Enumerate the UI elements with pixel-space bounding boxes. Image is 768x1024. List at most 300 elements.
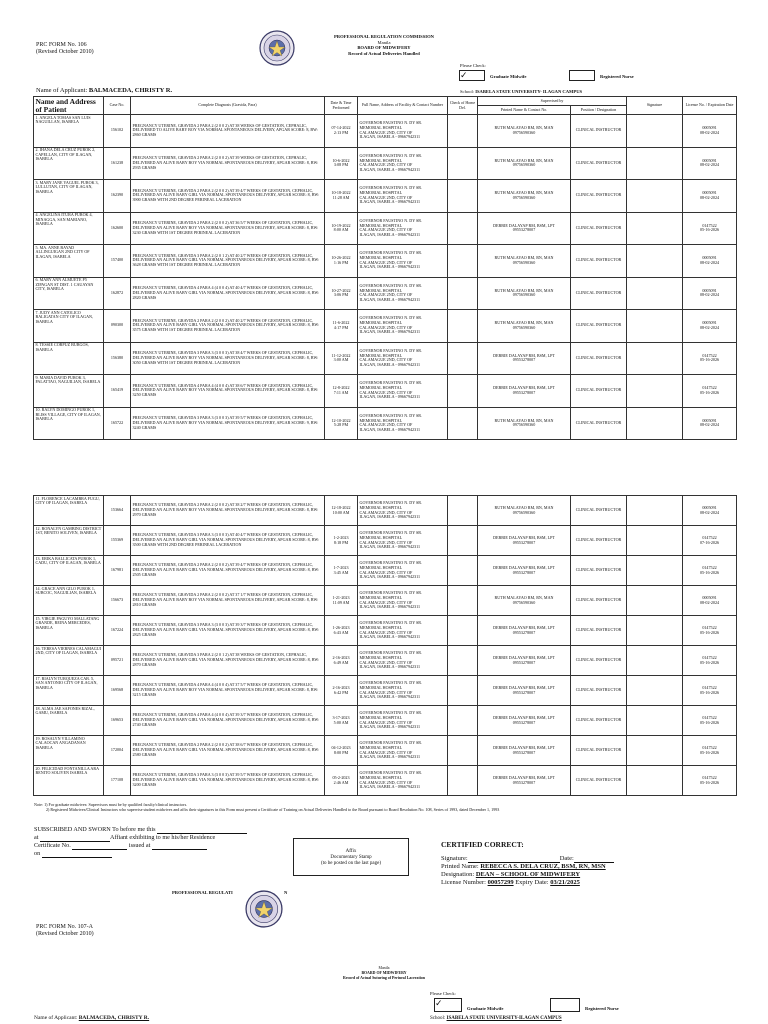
position-cell: CLINICAL INSTRUCTOR (571, 115, 627, 148)
case-number-cell: 165419 (104, 375, 131, 408)
delivery-time: 2:13 PM (333, 129, 349, 135)
signature-cell[interactable] (627, 245, 683, 278)
facility-cell (358, 115, 448, 148)
second-check-mark-icon: ✓ (435, 998, 443, 1008)
diagnosis-cell: PREGNANCY UTERINE, GRAVIDA 4 PARA 4 (4 0 0 4) AT 39 3/7 WEEKS OF GESTATION, CEPHALIC, DELIVERED AN ALIVE BABY GIRL VIA NORMAL SPONTANEOUS DELIVERY, APGAR SCORE: 8, BW: 2740 GRAMS (131, 706, 325, 736)
case-number-cell: 161238 (104, 147, 131, 180)
patient-cell: 19. ROSALYN VILLAMINO CALAOCAN ANGADANAN ISABELA (34, 736, 104, 766)
patient-cell: 4. ANGELINA ITURA PUROK 4, MINAGGA, SAN MARIANO, ISABELA (34, 212, 104, 245)
signature-cell[interactable] (627, 646, 683, 676)
header-signature: Signature (627, 97, 683, 115)
supervisor-contact: 09553278007 (512, 659, 536, 665)
diagnosis-cell: PREGNANCY UTERINE, GRAVIDA 2 PARA 2 (2 0 0 2) AT 39 4/7 WEEKS OF GESTATION, CEPHALIC, DELIVERED AN ALIVE BABY GIRL VIA NORMAL SPONTANEOUS DELIVERY, APGAR SCORE: 8, BW: 3900 GRAMS WITH 2ND DEGREE PERINEAL LACERATION (131, 180, 325, 213)
case-number-cell: 156380 (104, 342, 131, 375)
home-delivery-check-cell[interactable] (448, 526, 478, 556)
facility-cell (358, 375, 448, 408)
delivery-time: 8:00 AM (333, 227, 349, 233)
signature-cell[interactable] (627, 147, 683, 180)
license-cell (683, 115, 737, 148)
second-applicant-name: BALMACEDA, CHRISTY R. (78, 1015, 150, 1021)
second-applicant-row (34, 1015, 149, 1021)
facility-line-1: GOVERNOR FAUSTINO N. DY SR. (359, 500, 423, 506)
diagnosis-cell: PREGNANCY UTERINE, GRAVIDA 2 PARA 2 (2 0 0 2) AT 37 1/7 WEEKS OF GESTATION, CEPHALIC, DELIVERED AN ALIVE BABY BOY VIA NORMAL SPONTANEOUS DELIVERY, APGAR SCORE: 8, BW: 2810 GRAMS (131, 586, 325, 616)
second-nurse-label: Registered Nurse (585, 1006, 619, 1011)
license-cell (683, 180, 737, 213)
facility-line-4: ILAGAN, ISABELA - 09667942311 (359, 544, 421, 550)
record-title: Record of Actual Deliveries Handled (348, 50, 420, 56)
delivery-time: 1:16 PM (333, 259, 349, 265)
delivery-date: 10-26-2022 (331, 255, 351, 261)
license-cell (683, 212, 737, 245)
patient-cell: 10. RALYN DOMINGO PUROK 1, BLISS VILLAGE, CITY OF ILAGAN, ISABELA (34, 407, 104, 440)
issued-on-blank[interactable] (42, 851, 112, 858)
facility-line-2: MEMORIAL HOSPITAL (359, 190, 403, 196)
home-delivery-check-cell[interactable] (448, 212, 478, 245)
home-delivery-check-cell[interactable] (448, 616, 478, 646)
header-case: Case No. (104, 97, 131, 115)
case-number-cell: 167981 (104, 556, 131, 586)
registered-nurse-checkbox[interactable] (569, 70, 595, 81)
license-expiry: 05-16-2026 (699, 719, 720, 725)
patient-cell: 1. ANGELA TOMAS SAN LUIS NAGUILLAN, ISABELA (34, 115, 104, 148)
signature-cell[interactable] (627, 676, 683, 706)
delivery-time: 2:46 AM (333, 779, 349, 785)
license-expiry: 08-02-2024 (699, 162, 720, 168)
date-time-cell (325, 766, 358, 796)
home-delivery-check-cell[interactable] (448, 245, 478, 278)
second-school-name: ISABELA STATE UNIVERSITY-ILAGAN CAMPUS (446, 1016, 562, 1021)
facility-line-3: CALAMAGUE 2ND, CITY OF (359, 659, 413, 665)
license-cell (683, 245, 737, 278)
supervisor-name: DEBBIE DALAYAP RM, BSM, LPT (493, 564, 555, 570)
delivery-row (34, 375, 737, 408)
delivery-date: 12-8-2022 (332, 385, 350, 391)
facility-line-4: ILAGAN, ISABELA - 09667942311 (359, 604, 421, 610)
position-cell: CLINICAL INSTRUCTOR (571, 676, 627, 706)
supervisor-name: RUTH MALAYAO RM, RN, MAN (494, 320, 554, 326)
second-nurse-checkbox[interactable] (550, 998, 580, 1012)
patient-cell: 12. RONALYN GAMBING DISTRICT 1ST, BENITO SOLIVEN, ISABELA (34, 526, 104, 556)
supervisor-name: RUTH MALAYAO RM, RN, MAN (494, 417, 554, 423)
delivery-row (34, 310, 737, 343)
position-cell: CLINICAL INSTRUCTOR (571, 526, 627, 556)
position-cell: CLINICAL INSTRUCTOR (571, 586, 627, 616)
patient-cell: 6. MARY ANN ALMUETE P5 ZIPAGAN ST DIST. 1 CAUAYAN CITY, ISABELA (34, 277, 104, 310)
delivery-row (34, 212, 737, 245)
facility-line-2: MEMORIAL HOSPITAL (359, 564, 403, 570)
position-cell: CLINICAL INSTRUCTOR (571, 375, 627, 408)
home-delivery-check-cell[interactable] (448, 586, 478, 616)
signature-cell[interactable] (627, 586, 683, 616)
license-expiry: 05-16-2026 (699, 629, 720, 635)
signature-cell[interactable] (627, 180, 683, 213)
home-delivery-check-cell[interactable] (448, 115, 478, 148)
certificate-number-blank[interactable] (72, 843, 127, 850)
license-number: 0147522 (702, 774, 717, 780)
home-delivery-check-cell[interactable] (448, 736, 478, 766)
facility-line-1: GOVERNOR FAUSTINO N. DY SR. (359, 560, 423, 566)
license-expiry: 05-16-2026 (699, 689, 720, 695)
facility-cell (358, 646, 448, 676)
delivery-time: 3:45 AM (333, 569, 349, 575)
case-number-cell: 162390 (104, 180, 131, 213)
patient-cell: 11. FLORENCE LACAMBRA FUGU, CITY OF ILAGAN, ISABELA (34, 496, 104, 526)
license-cell (683, 310, 737, 343)
supervisor-contact: 09756590360 (512, 324, 536, 330)
home-delivery-check-cell[interactable] (448, 375, 478, 408)
date-label: Date: (559, 855, 574, 862)
second-please-check: Please Check: (430, 991, 456, 996)
license-number: 0147522 (702, 714, 717, 720)
license-expiry: 08-02-2024 (699, 292, 720, 298)
sworn-issued-label: issued at (128, 842, 151, 849)
date-time-cell (325, 736, 358, 766)
supervisor-cell (478, 556, 571, 586)
home-delivery-check-cell[interactable] (448, 342, 478, 375)
facility-line-4: ILAGAN, ISABELA - 09667942311 (359, 634, 421, 640)
facility-line-4: ILAGAN, ISABELA - 09667942311 (359, 514, 421, 520)
facility-line-4: ILAGAN, ISABELA - 09667942311 (359, 664, 421, 670)
license-expiry: 08-02-2024 (699, 129, 720, 135)
patient-cell: 3. MARY JANE YAGUEL PUROK 3, LULLUTAN, CITY OF ILAGAN, ISABELA (34, 180, 104, 213)
supervisor-cell (478, 212, 571, 245)
graduate-midwife-checkbox[interactable] (459, 70, 485, 81)
signature-cell[interactable] (627, 375, 683, 408)
diagnosis-cell: PREGNANCY UTERINE, GRAVIDA 3 PARA 3 (3 0 0 3) AT 40 4/7 WEEKS OF GESTATION, CEPHALIC, DELIVERED AN ALIVE BABY GIRL VIA NORMAL SPONTANEOUS DELIVERY, APGAR SCORE: 8, BW: 3500 GRAMS WITH 2ND DEGREE PERINEAL LACERATION (131, 526, 325, 556)
school-name: ISABELA STATE UNIVERSITY- ILAGAN CAMPUS (475, 89, 583, 94)
signature-cell[interactable] (627, 407, 683, 440)
delivery-time: 8:18 PM (333, 539, 349, 545)
position-cell: CLINICAL INSTRUCTOR (571, 706, 627, 736)
supervisor-name: DEBBIE DALAYAP RM, BSM, LPT (493, 624, 555, 630)
home-delivery-check-cell[interactable] (448, 646, 478, 676)
school-label: School: (460, 89, 475, 94)
license-cell (683, 736, 737, 766)
signature-cell[interactable] (627, 496, 683, 526)
license-expiry: 05-16-2026 (699, 227, 720, 233)
position-cell: CLINICAL INSTRUCTOR (571, 766, 627, 796)
date-time-cell (325, 706, 358, 736)
signature-cell[interactable] (627, 212, 683, 245)
facility-line-1: GOVERNOR FAUSTINO N. DY SR. (359, 282, 423, 288)
license-number: 0147522 (702, 744, 717, 750)
facility-line-1: GOVERNOR FAUSTINO N. DY SR. (359, 740, 423, 746)
facility-line-3: CALAMAGUE 2ND, CITY OF (359, 539, 413, 545)
date-time-cell (325, 310, 358, 343)
delivery-row (34, 676, 737, 706)
supervisor-name: DEBBIE DALAYAP RM, BSM, LPT (493, 744, 555, 750)
delivery-time: 11:09 AM (332, 599, 350, 605)
supervisor-cell (478, 766, 571, 796)
delivery-date: 11-6-2022 (332, 320, 350, 326)
facility-line-3: CALAMAGUE 2ND, CITY OF (359, 389, 413, 395)
signature-cell[interactable] (627, 616, 683, 646)
delivery-row (34, 586, 737, 616)
header-license: License No. / Expiration Date (683, 97, 737, 115)
applicant-row (36, 87, 172, 94)
date-time-cell (325, 375, 358, 408)
facility-line-3: CALAMAGUE 2ND, CITY OF (359, 259, 413, 265)
header-supervisor-name: Printed Name & Contact No. (478, 106, 571, 115)
delivery-row (34, 526, 737, 556)
diagnosis-cell: PREGNANCY UTERINE, GRAVIDA 2 PARA 2 (2 0 0 2) AT 38 2/7 WEEKS OF GESTATION, CEPHALIC, DELIVERED AN ALIVE BABY BOY VIA NORMAL SPONTANEOUS DELIVERY, APGAR SCORE: 8, BW: 2970 GRAMS (131, 496, 325, 526)
prc-seal-icon-second (245, 890, 283, 928)
facility-line-3: CALAMAGUE 2ND, CITY OF (359, 779, 413, 785)
license-expiry: 05-16-2026 (699, 779, 720, 785)
home-delivery-check-cell[interactable] (448, 766, 478, 796)
facility-line-2: MEMORIAL HOSPITAL (359, 255, 403, 261)
signature-cell[interactable] (627, 526, 683, 556)
facility-line-2: MEMORIAL HOSPITAL (359, 287, 403, 293)
supervisor-name: RUTH MALAYAO RM, RN, MAN (494, 190, 554, 196)
date-blank[interactable] (574, 856, 614, 863)
second-graduate-checkbox[interactable] (434, 998, 462, 1012)
license-expiry: 08-02-2024 (699, 509, 720, 515)
facility-line-1: GOVERNOR FAUSTINO N. DY SR. (359, 530, 423, 536)
facility-line-2: MEMORIAL HOSPITAL (359, 534, 403, 540)
facility-line-3: CALAMAGUE 2ND, CITY OF (359, 509, 413, 515)
facility-line-4: ILAGAN, ISABELA - 09667942311 (359, 754, 421, 760)
delivery-row (34, 277, 737, 310)
license-number: 0005091 (702, 255, 717, 261)
signature-cell[interactable] (627, 277, 683, 310)
license-cell (683, 766, 737, 796)
license-number: 0147522 (702, 222, 717, 228)
diagnosis-cell: PREGNANCY UTERINE, GRAVIDA 3 PARA 3 (3 0 0 3) AT 39 3/7 WEEKS OF GESTATION, CEPHALIC, DELIVERED AN ALIVE BABY GIRL VIA NORMAL SPONTANEOUS DELIVERY, APGAR SCORE: 8, BW: 2825 GRAMS (131, 616, 325, 646)
patient-cell: 16. TERESA VIERNES CALAMAGUI 2ND, CITY OF ILAGAN, ISABELA (34, 646, 104, 676)
license-cell (683, 556, 737, 586)
delivery-row (34, 342, 737, 375)
facility-line-1: GOVERNOR FAUSTINO N. DY SR. (359, 315, 423, 321)
facility-cell (358, 310, 448, 343)
supervisor-contact: 09756590360 (512, 509, 536, 515)
facility-line-4: ILAGAN, ISABELA - 09667942311 (359, 574, 421, 580)
date-time-cell (325, 277, 358, 310)
facility-line-3: CALAMAGUE 2ND, CITY OF (359, 689, 413, 695)
header-position: Position / Designation (571, 106, 627, 115)
facility-line-2: MEMORIAL HOSPITAL (359, 774, 403, 780)
supervisor-name: DEBBIE DALAYAP RM, BSM, LPT (493, 534, 555, 540)
board-title: BOARD OF MIDWIFERY (357, 45, 411, 51)
supervisor-cell (478, 245, 571, 278)
signature-cell[interactable] (627, 115, 683, 148)
designation-value: DEAN – SCHOOL OF MIDWIFERY (475, 871, 581, 878)
delivery-time: 3:08 PM (333, 162, 349, 168)
date-time-cell (325, 616, 358, 646)
case-number-cell: 153664 (104, 496, 131, 526)
delivery-date: 3-17-2023 (332, 714, 350, 720)
license-cell (683, 616, 737, 646)
date-time-cell (325, 342, 358, 375)
deliveries-table-2 (33, 495, 737, 796)
home-delivery-check-cell[interactable] (448, 496, 478, 526)
second-school-row (430, 1016, 562, 1021)
facility-line-3: CALAMAGUE 2ND, CITY OF (359, 422, 413, 428)
facility-line-3: CALAMAGUE 2ND, CITY OF (359, 629, 413, 635)
printed-name-label: Printed Name: (441, 863, 479, 870)
case-number-cell: 169568 (104, 676, 131, 706)
license-expiry: 07-16-2026 (699, 539, 720, 545)
license-number: 0147522 (702, 654, 717, 660)
second-board: BOARD OF MIDWIFERY (361, 970, 407, 975)
signature-label: Signature: (441, 855, 468, 862)
sworn-at-label: at (34, 834, 39, 841)
supervisor-name: DEBBIE DALAYAP RM, BSM, LPT (493, 222, 555, 228)
license-cell (683, 147, 737, 180)
note-1: Note: 1) For graduate midwives: Supervisors must be by qualified faculty/clinical instructors. (34, 802, 188, 807)
facility-line-1: GOVERNOR FAUSTINO N. DY SR. (359, 380, 423, 386)
sworn-date-blank[interactable] (157, 827, 247, 834)
facility-line-3: CALAMAGUE 2ND, CITY OF (359, 227, 413, 233)
diagnosis-cell: PREGNANCY UTERINE, GRAVIDA 2 PARA 2 (2 0 0 2) AT 39 4/7 WEEKS OF GESTATION, CEPHALIC, DELIVERED AN ALIVE BABY GIRL VIA NORMAL SPONTANEOUS DELIVERY, APGAR SCORE: 8, BW: 2505 GRAMS (131, 556, 325, 586)
diagnosis-cell: PREGNANCY UTERINE, GRAVIDA 2 PARA 2 (2 0 0 2) AT 38 6/7 WEEKS OF GESTATION, CEPHALIC, DELIVERED AN ALIVE BABY GIRL VIA NORMAL SPONTANEOUS DELIVERY, APGAR SCORE: 8, BW: 2580 GRAMS (131, 736, 325, 766)
home-delivery-check-cell[interactable] (448, 407, 478, 440)
facility-line-3: CALAMAGUE 2ND, CITY OF (359, 292, 413, 298)
case-number-cell: 172004 (104, 736, 131, 766)
signature-blank[interactable] (468, 856, 560, 863)
check-mark-icon: ✓ (460, 70, 468, 80)
date-time-cell (325, 407, 358, 440)
supervisor-contact: 09553278007 (512, 629, 536, 635)
facility-line-3: CALAMAGUE 2ND, CITY OF (359, 194, 413, 200)
facility-line-3: CALAMAGUE 2ND, CITY OF (359, 719, 413, 725)
license-number: 0147522 (702, 624, 717, 630)
delivery-date: 2-16-2023 (332, 684, 350, 690)
delivery-time: 6:49 AM (333, 659, 349, 665)
facility-line-2: MEMORIAL HOSPITAL (359, 714, 403, 720)
header-home-delivery: Check of Home Del. (448, 97, 478, 115)
supervisor-contact: 09756590360 (512, 422, 536, 428)
header-date: Date & Time Performed (325, 97, 358, 115)
facility-line-4: ILAGAN, ISABELA - 09667942311 (359, 426, 421, 432)
signature-cell[interactable] (627, 556, 683, 586)
supervisor-cell (478, 147, 571, 180)
home-delivery-check-cell[interactable] (448, 676, 478, 706)
facility-cell (358, 245, 448, 278)
facility-cell (358, 526, 448, 556)
second-graduate-label: Graduate Midwife (467, 1006, 504, 1011)
note-2: 2) Registered Midwives/Clinical Instructors who supervise student midwives and affix their signatures in this Form must present a Certificate of Training on Actual Deliveries Handled to the Board pursuant to Board Resolution No. 108, Series of 1993, dated December 1, 1993 (46, 807, 500, 813)
date-time-cell (325, 556, 358, 586)
delivery-time: 11:28 AM (332, 194, 350, 200)
home-delivery-check-cell[interactable] (448, 310, 478, 343)
license-expiry: 08-02-2024 (699, 422, 720, 428)
sworn-line-1: SUBSCRIBED AND SWORN To before me this (34, 826, 156, 833)
signature-cell[interactable] (627, 736, 683, 766)
license-expiry: 08-02-2024 (699, 259, 720, 265)
supervisor-contact: 09553278007 (512, 719, 536, 725)
delivery-time: 8:00 PM (333, 749, 349, 755)
home-delivery-check-cell[interactable] (448, 277, 478, 310)
home-delivery-check-cell[interactable] (448, 180, 478, 213)
delivery-row (34, 706, 737, 736)
school-row (460, 89, 582, 94)
patient-cell: 13. ERIKA BALLICATA PUROK 1, CADU, CITY OF ILAGAN, ISABELA (34, 556, 104, 586)
home-delivery-check-cell[interactable] (448, 147, 478, 180)
facility-line-2: MEMORIAL HOSPITAL (359, 157, 403, 163)
signature-cell[interactable] (627, 706, 683, 736)
facility-line-3: CALAMAGUE 2ND, CITY OF (359, 129, 413, 135)
form-number: PRC FORM No. 106 (36, 42, 87, 48)
graduate-midwife-label: Graduate Midwife (490, 74, 527, 79)
stamp-affix: Affix (345, 849, 357, 854)
sworn-place-blank[interactable] (40, 835, 110, 842)
case-number-cell: 156673 (104, 586, 131, 616)
facility-line-4: ILAGAN, ISABELA - 09667942311 (359, 264, 421, 270)
supervisor-name: DEBBIE DALAYAP RM, BSM, LPT (493, 774, 555, 780)
position-cell: CLINICAL INSTRUCTOR (571, 616, 627, 646)
second-form-number-block (36, 924, 94, 938)
signature-cell[interactable] (627, 310, 683, 343)
home-delivery-check-cell[interactable] (448, 556, 478, 586)
facility-line-1: GOVERNOR FAUSTINO N. DY SR. (359, 152, 423, 158)
facility-line-4: ILAGAN, ISABELA - 09667942311 (359, 784, 421, 790)
documentary-stamp-box (293, 838, 409, 876)
delivery-time: 6:43 AM (333, 629, 349, 635)
date-time-cell (325, 115, 358, 148)
case-number-cell: 162872 (104, 277, 131, 310)
case-number-cell: 165722 (104, 407, 131, 440)
registered-nurse-label: Registered Nurse (600, 74, 634, 79)
date-time-cell (325, 586, 358, 616)
home-delivery-check-cell[interactable] (448, 706, 478, 736)
supervisor-name: DEBBIE DALAYAP RM, BSM, LPT (493, 714, 555, 720)
patient-cell: 9. MARIA DAVID PUROK 3, PALATTAO, NAGUILIAN, ISABELA (34, 375, 104, 408)
date-time-cell (325, 245, 358, 278)
facility-cell (358, 496, 448, 526)
facility-line-3: CALAMAGUE 2ND, CITY OF (359, 569, 413, 575)
diagnosis-cell: PREGNANCY UTERINE, GRAVIDA 4 PARA 4 (4 0 0 4) AT 38 6/7 WEEKS OF GESTATION, CEPHALIC, DELIVERED AN ALIVE BABY BOY VIA NORMAL SPONTANEOUS DELIVERY, APGAR SCORE: 8, BW: 3250 GRAMS (131, 375, 325, 408)
second-city: Manila (378, 966, 390, 970)
license-expiry: 05-16-2026 (699, 569, 720, 575)
delivery-row (34, 115, 737, 148)
signature-cell[interactable] (627, 342, 683, 375)
supervisor-name: RUTH MALAYAO RM, RN, MAN (494, 594, 554, 600)
delivery-date: 1-21-2023 (332, 594, 350, 600)
supervisor-cell (478, 375, 571, 408)
designation-label: Designation: (441, 871, 475, 878)
diagnosis-cell: PREGNANCY UTERINE, GRAVIDA 2 PARA 2 (2 0 0 2) AT 36 5/7 WEEKS OF GESTATION, CEPHALIC, DELIVERED AN ALIVE BABY BOY VIA NORMAL SPONTANEOUS DELIVERY, APGAR SCORE: 8, BW: 3230 GRAMS WITH 1ST DEGREE PERINEAL LACERATION (131, 212, 325, 245)
facility-line-3: CALAMAGUE 2ND, CITY OF (359, 599, 413, 605)
case-number-cell: 167224 (104, 616, 131, 646)
license-expiry: 08-02-2024 (699, 194, 720, 200)
delivery-date: 12-18-2022 (331, 504, 351, 510)
patient-cell: 20. FELICIDAD FONTANILLA ARA BENITO SOLIVEN ISABELA (34, 766, 104, 796)
form-revision: (Revised October 2010) (36, 49, 94, 55)
second-header-title-block (284, 966, 484, 980)
signature-cell[interactable] (627, 766, 683, 796)
expiry-date-value: 03/21/2025 (550, 879, 580, 886)
issued-at-blank[interactable] (152, 843, 207, 850)
license-cell (683, 646, 737, 676)
license-cell (683, 676, 737, 706)
supervisor-contact: 09553278007 (512, 689, 536, 695)
supervisor-contact: 09553278007 (512, 569, 536, 575)
facility-line-1: GOVERNOR FAUSTINO N. DY SR. (359, 620, 423, 626)
delivery-time: 3:06 PM (333, 292, 349, 298)
second-commission-partial: PROFESSIONAL REGULATI (172, 890, 233, 895)
facility-line-4: ILAGAN, ISABELA - 09667942311 (359, 394, 421, 400)
facility-line-1: GOVERNOR FAUSTINO N. DY SR. (359, 250, 423, 256)
delivery-date: 1-7-2023 (333, 564, 349, 570)
license-expiry: 05-16-2026 (699, 389, 720, 395)
position-cell: CLINICAL INSTRUCTOR (571, 342, 627, 375)
header-facility: Full Name, Address of Facility & Contact Number (358, 97, 448, 115)
case-number-cell: 162600 (104, 212, 131, 245)
supervisor-name: RUTH MALAYAO RM, RN, MAN (494, 504, 554, 510)
facility-line-3: CALAMAGUE 2ND, CITY OF (359, 324, 413, 330)
commission-title: PROFESSIONAL REGULATION COMMISSION (334, 34, 434, 39)
